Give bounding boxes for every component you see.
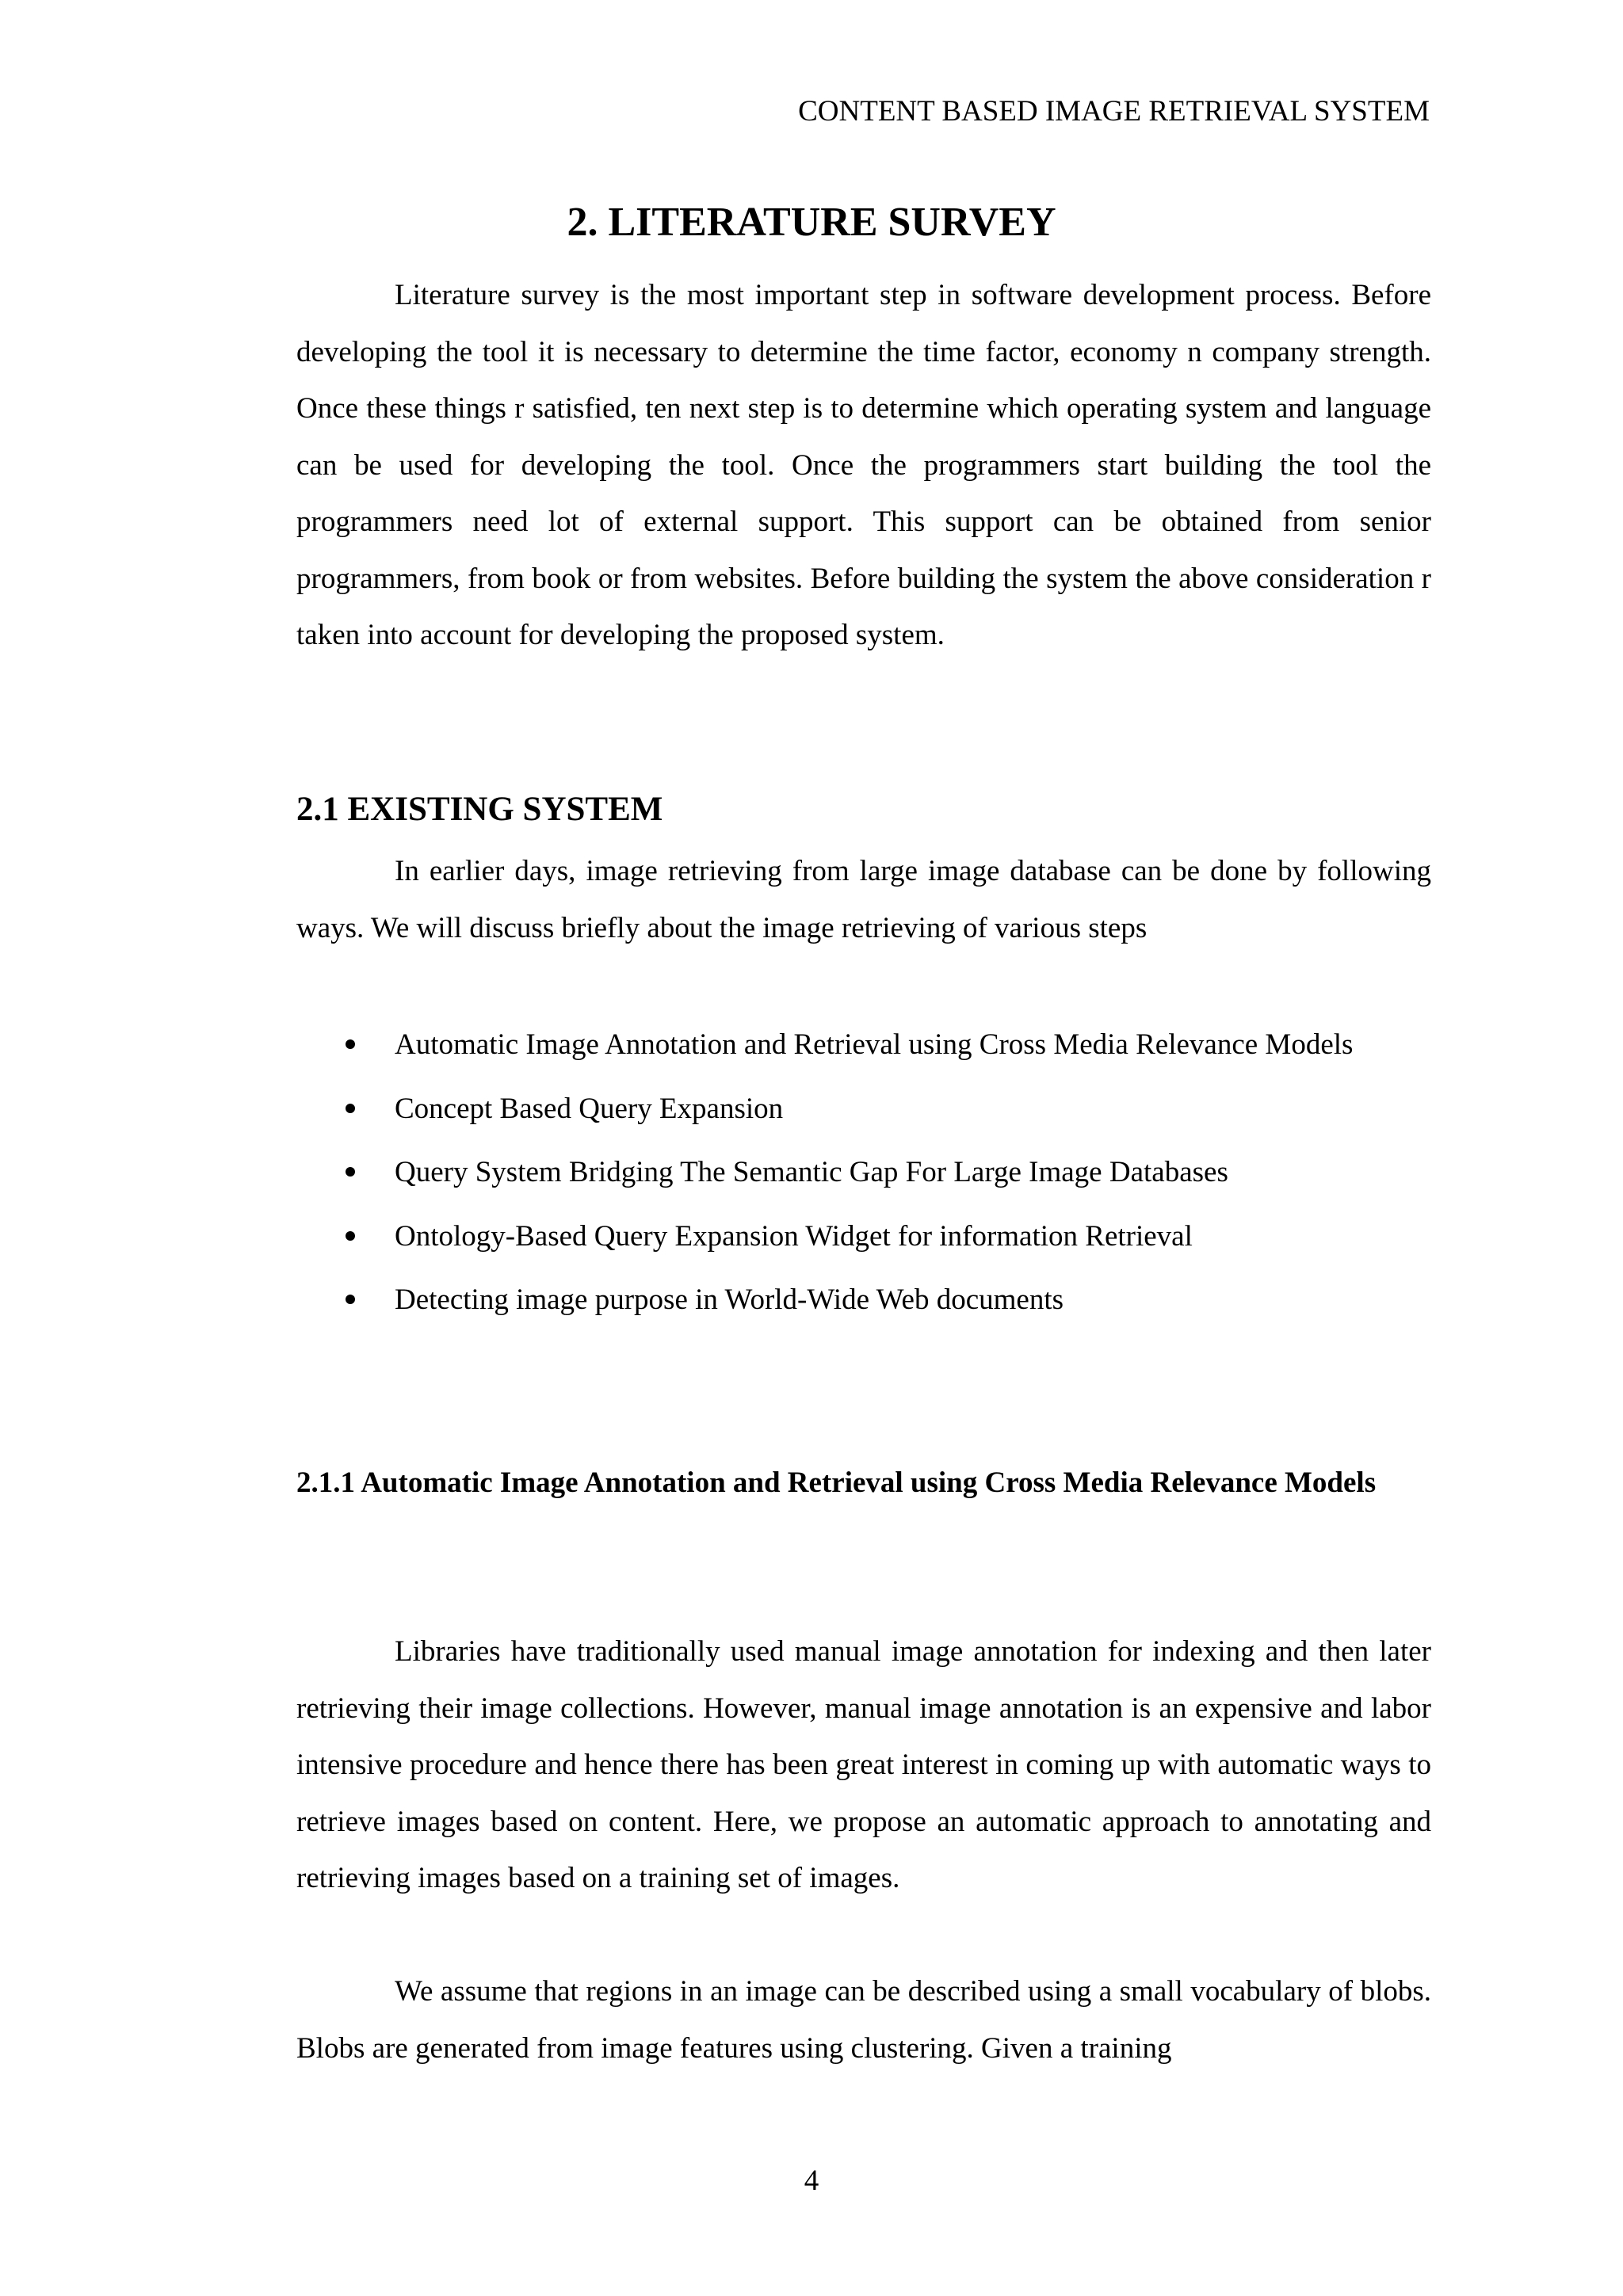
bullet-icon [346, 1167, 355, 1177]
list-item [296, 1081, 1431, 1138]
cross-media-paragraph-1: Libraries have traditionally used manual image annotation for indexing and then later retrieving their image collections. However, manual image annotation is an expensive and labor intensive procedure and hence there has been great interest in coming up with automatic ways to retrieve images based on content. Here, we propose an automatic approach to annotating and retrieving images based on a training set of images. [296, 1635, 1431, 1894]
list-item-text: Query System Bridging The Semantic Gap For Large Image Databases [395, 1156, 1228, 1188]
list-item-text: Ontology-Based Query Expansion Widget for information Retrieval [395, 1219, 1193, 1253]
intro-paragraph: Literature survey is the most important step in software development process. Before developing the tool it is necessary to determine the time factor, economy n company strength. Once these things r satisfied, ten next step is to determine which operating system and language can be used for developing the tool. Once the programmers start building the tool the programmers need lot of external support. This support can be obtained from senior programmers, from book or from websites. Before building the system the above consideration r taken into account for developing the proposed system. [296, 279, 1431, 651]
list-item [296, 1208, 1431, 1265]
list-item [296, 1144, 1431, 1201]
list-item-text: Detecting image purpose in World-Wide Web documents [395, 1283, 1064, 1316]
subsection-heading-cross-media: 2.1.1 Automatic Image Annotation and Retrieval using Cross Media Relevance Models [296, 1466, 1377, 1499]
bullet-icon [346, 1231, 355, 1241]
list-item-text: Concept Based Query Expansion [395, 1092, 784, 1125]
list-item [296, 1016, 1431, 1074]
section-heading-existing-system: 2.1 EXISTING SYSTEM [296, 791, 663, 828]
page-number: 4 [804, 2164, 819, 2197]
list-item [296, 1272, 1431, 1329]
chapter-title: 2. LITERATURE SURVEY [567, 200, 1056, 245]
existing-methods-list [296, 1016, 1431, 1336]
bullet-icon [346, 1104, 355, 1113]
list-item-text: Automatic Image Annotation and Retrieval using Cross Media Relevance Models [395, 1028, 1354, 1061]
bullet-icon [346, 1295, 355, 1304]
bullet-icon [346, 1039, 355, 1049]
running-header: CONTENT BASED IMAGE RETRIEVAL SYSTEM [798, 95, 1430, 128]
existing-system-paragraph: In earlier days, image retrieving from large image database can be done by following ways. We will discuss briefly about the image retrieving of various steps [296, 855, 1431, 944]
cross-media-paragraph-2: We assume that regions in an image can be described using a small vocabulary of blobs. Blobs are generated from image features using clustering. Given a training [296, 1975, 1431, 2065]
